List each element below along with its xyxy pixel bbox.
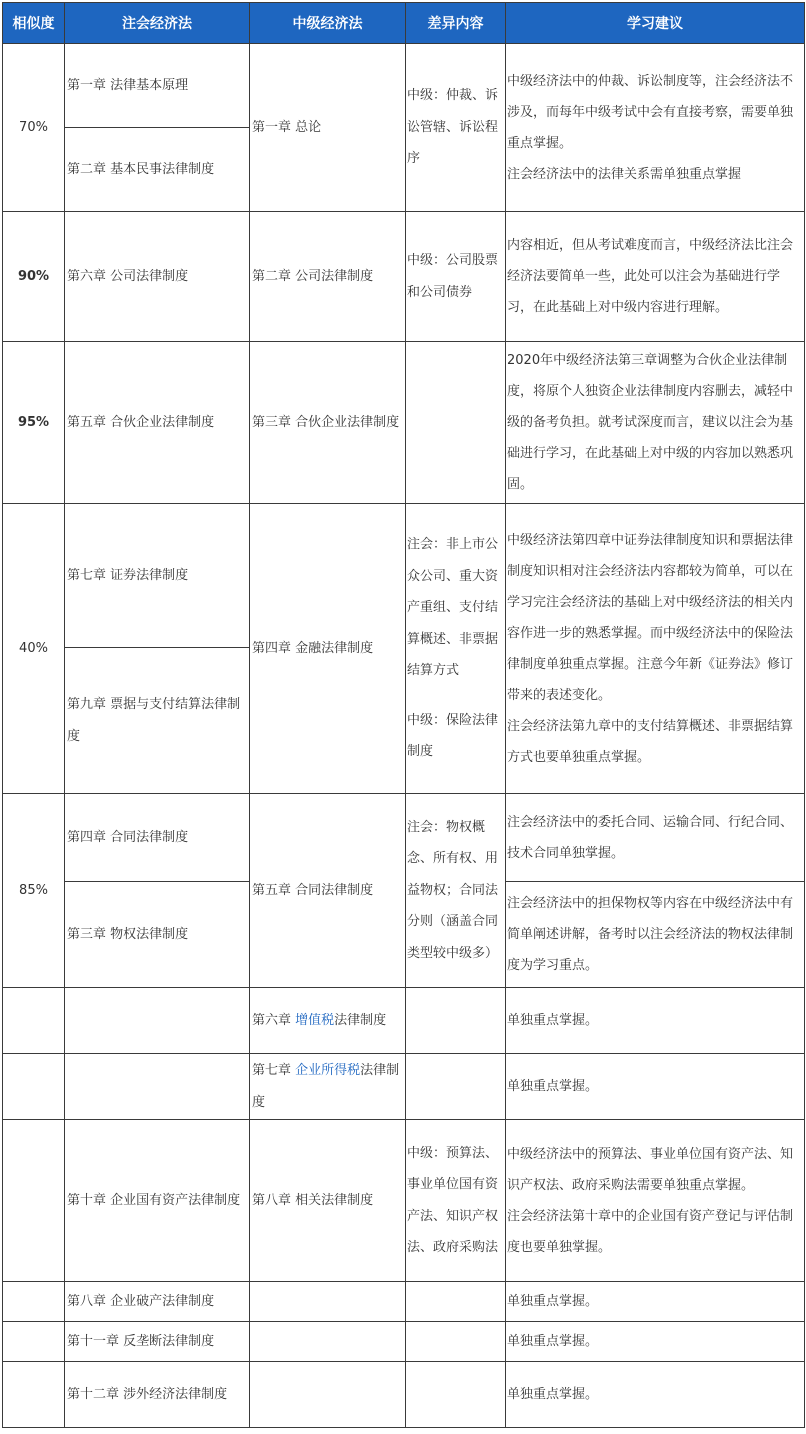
cpa-chapter-cell: 第九章 票据与支付结算法律制度 [65, 648, 250, 794]
comparison-table [2, 2, 805, 1428]
difference-cell [406, 1322, 506, 1362]
advice-cell [506, 44, 805, 212]
table-row [3, 1120, 805, 1282]
advice-text: 中级经济法第四章中证券法律制度知识和票据法律制度知识相对注会经济法内容都较为简单，可以在学习完注会经济法的基础上对中级经济法的相关内容作进一步的熟悉掌握。而中级经济法中的保险法律制度单独重点掌握。注意今年新《证券法》修订带来的表述变化。 [507, 532, 794, 703]
advice-text: 注会经济法第十章中的企业国有资产登记与评估制度也要单独掌握。 [507, 1208, 794, 1255]
chapter-prefix: 第七章 [252, 1062, 296, 1078]
mid-chapter-cell [250, 1322, 406, 1362]
difference-cell [406, 1362, 506, 1428]
cpa-chapter-cell: 第十章 企业国有资产法律制度 [65, 1120, 250, 1282]
difference-cell [406, 1282, 506, 1322]
advice-cell: 单独重点掌握。 [506, 1282, 805, 1322]
cpa-chapter-cell [65, 1054, 250, 1120]
vat-link[interactable]: 增值税 [295, 1012, 335, 1028]
advice-cell: 注会经济法中的担保物权等内容在中级经济法中有简单阐述讲解，备考时以注会经济法的物权法律制度为学习重点。 [506, 882, 805, 988]
advice-text: 中级经济法中的预算法、事业单位国有资产法、知识产权法、政府采购法需要单独重点掌握。 [507, 1146, 794, 1193]
difference-cell [406, 342, 506, 504]
cpa-chapter-cell: 第七章 证券法律制度 [65, 504, 250, 648]
similarity-cell: 85% [3, 794, 65, 988]
chapter-suffix: 法律制度 [252, 1062, 400, 1110]
table-row [3, 1322, 805, 1362]
cpa-chapter-cell: 第十一章 反垄断法律制度 [65, 1322, 250, 1362]
difference-cell: 注会：物权概念、所有权、用益物权；合同法分则（涵盖合同类型较中级多） [406, 794, 506, 988]
advice-cell: 注会经济法中的委托合同、运输合同、行纪合同、技术合同单独掌握。 [506, 794, 805, 882]
similarity-cell: 90% [3, 212, 65, 342]
similarity-cell: 40% [3, 504, 65, 794]
table-row [3, 988, 805, 1054]
similarity-cell [3, 1282, 65, 1322]
advice-text: 注会经济法第九章中的支付结算概述、非票据结算方式也要单独重点掌握。 [507, 718, 794, 765]
similarity-cell [3, 1362, 65, 1428]
difference-cell: 中级：公司股票和公司债券 [406, 212, 506, 342]
difference-cell [406, 504, 506, 794]
header-difference: 差异内容 [406, 3, 506, 44]
table-row [3, 504, 805, 648]
cpa-chapter-cell: 第六章 公司法律制度 [65, 212, 250, 342]
mid-chapter-cell [250, 1362, 406, 1428]
difference-cell [406, 988, 506, 1054]
corporate-income-tax-link[interactable]: 企业所得税 [295, 1062, 361, 1078]
mid-chapter-cell: 第一章 总论 [250, 44, 406, 212]
header-advice: 学习建议 [506, 3, 805, 44]
cpa-chapter-cell: 第一章 法律基本原理 [65, 44, 250, 128]
advice-cell [506, 504, 805, 794]
mid-chapter-cell: 第二章 公司法律制度 [250, 212, 406, 342]
table-row [3, 1054, 805, 1120]
chapter-prefix: 第六章 [252, 1012, 296, 1028]
mid-chapter-cell: 第四章 金融法律制度 [250, 504, 406, 794]
advice-text: 注会经济法中的法律关系需单独重点掌握 [507, 166, 742, 182]
similarity-cell [3, 988, 65, 1054]
advice-cell: 单独重点掌握。 [506, 1362, 805, 1428]
header-row [3, 3, 805, 44]
header-similarity: 相似度 [3, 3, 65, 44]
cpa-chapter-cell [65, 988, 250, 1054]
mid-chapter-cell: 第三章 合伙企业法律制度 [250, 342, 406, 504]
header-cpa-law: 注会经济法 [65, 3, 250, 44]
advice-text: 中级经济法中的仲裁、诉讼制度等，注会经济法不涉及，而每年中级考试中会有直接考察，需要单独重点掌握。 [507, 73, 794, 151]
similarity-cell: 95% [3, 342, 65, 504]
difference-cell: 中级：仲裁、诉讼管辖、诉讼程序 [406, 44, 506, 212]
advice-cell: 内容相近，但从考试难度而言，中级经济法比注会经济法要简单一些，此处可以注会为基础进行学习，在此基础上对中级内容进行理解。 [506, 212, 805, 342]
table-row [3, 1362, 805, 1428]
similarity-cell [3, 1120, 65, 1282]
advice-cell: 单独重点掌握。 [506, 1054, 805, 1120]
similarity-cell [3, 1054, 65, 1120]
cpa-chapter-cell: 第八章 企业破产法律制度 [65, 1282, 250, 1322]
difference-cell: 中级：预算法、事业单位国有资产法、知识产权法、政府采购法 [406, 1120, 506, 1282]
cpa-chapter-cell: 第四章 合同法律制度 [65, 794, 250, 882]
advice-cell: 单独重点掌握。 [506, 988, 805, 1054]
cpa-chapter-cell: 第二章 基本民事法律制度 [65, 128, 250, 212]
advice-cell: 单独重点掌握。 [506, 1322, 805, 1362]
table-row [3, 1282, 805, 1322]
table-row [3, 212, 805, 342]
similarity-cell [3, 1322, 65, 1362]
mid-chapter-cell: 第八章 相关法律制度 [250, 1120, 406, 1282]
cpa-chapter-cell: 第十二章 涉外经济法律制度 [65, 1362, 250, 1428]
mid-chapter-cell [250, 988, 406, 1054]
table-row [3, 44, 805, 128]
table-row [3, 342, 805, 504]
difference-cell [406, 1054, 506, 1120]
advice-cell [506, 1120, 805, 1282]
mid-chapter-cell: 第五章 合同法律制度 [250, 794, 406, 988]
similarity-cell: 70% [3, 44, 65, 212]
advice-cell: 2020年中级经济法第三章调整为合伙企业法律制度，将原个人独资企业法律制度内容删去，减轻中级的备考负担。就考试深度而言，建议以注会为基础进行学习，在此基础上对中级的内容加以熟悉巩固。 [506, 342, 805, 504]
mid-chapter-cell [250, 1282, 406, 1322]
header-mid-law: 中级经济法 [250, 3, 406, 44]
cpa-chapter-cell: 第三章 物权法律制度 [65, 882, 250, 988]
difference-text: 中级：保险法律制度 [407, 712, 499, 760]
chapter-suffix: 法律制度 [334, 1012, 387, 1028]
cpa-chapter-cell: 第五章 合伙企业法律制度 [65, 342, 250, 504]
table-row [3, 794, 805, 882]
difference-text: 注会：非上市公众公司、重大资产重组、支付结算概述、非票据结算方式 [407, 537, 499, 679]
mid-chapter-cell [250, 1054, 406, 1120]
